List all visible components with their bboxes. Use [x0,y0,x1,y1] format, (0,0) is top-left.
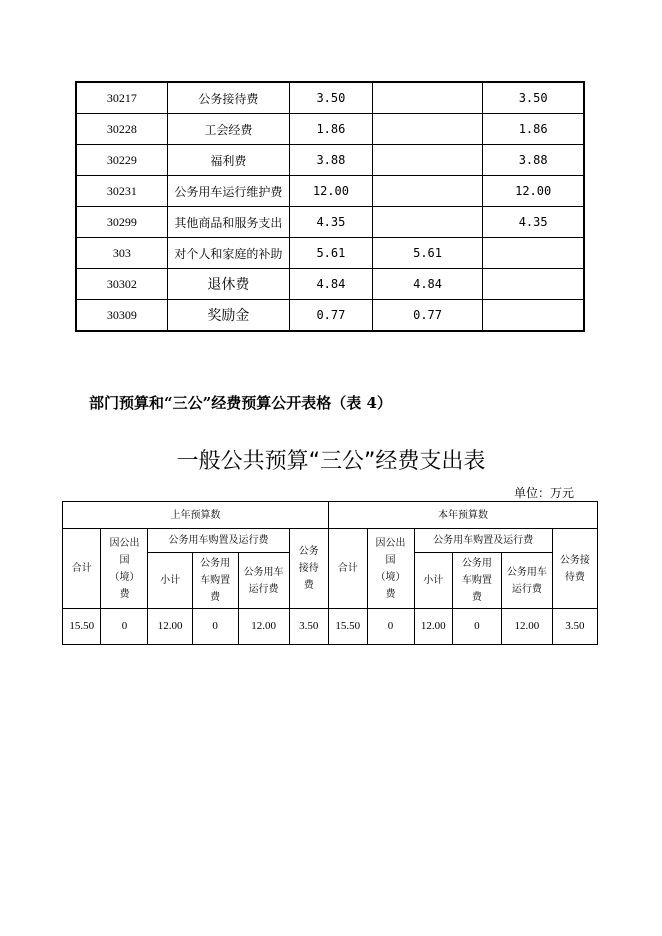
row-value-2: 5.61 [372,238,483,269]
header-operation-prev: 公务用车运行费 [238,553,289,609]
table-row [76,176,584,207]
row-name: 福利费 [167,145,289,176]
row-name: 其他商品和服务支出 [167,207,289,238]
header-purchase-prev: 公务用车购置费 [192,553,238,609]
row-value-2: 0.77 [372,300,483,332]
header-total-curr: 合计 [329,529,367,609]
row-code: 30302 [76,269,167,300]
table-row [76,145,584,176]
header-abroad-curr: 因公出国（境）费 [367,529,414,609]
row-value-3: 3.88 [483,145,584,176]
row-value-2 [372,176,483,207]
row-value-3 [483,238,584,269]
table-row [76,300,584,332]
row-value-2 [372,114,483,145]
row-value-2 [372,145,483,176]
header-operation-curr: 公务用车运行费 [501,553,552,609]
row-name: 对个人和家庭的补助 [167,238,289,269]
row-value-1: 0.77 [290,300,373,332]
header-subtotal-prev: 小计 [148,553,192,609]
value-cell: 3.50 [289,609,328,645]
row-value-1: 4.35 [290,207,373,238]
row-code: 30299 [76,207,167,238]
row-value-1: 3.50 [290,82,373,114]
value-cell: 0 [192,609,238,645]
row-value-2: 4.84 [372,269,483,300]
row-code: 30229 [76,145,167,176]
group-header-curr: 本年预算数 [329,502,598,529]
row-value-3: 12.00 [483,176,584,207]
table-row [76,207,584,238]
row-value-3: 3.50 [483,82,584,114]
row-value-1: 1.86 [290,114,373,145]
row-value-1: 12.00 [290,176,373,207]
row-value-3 [483,269,584,300]
table-title: 一般公共预算“三公”经费支出表 [176,449,486,474]
header-vehicle-prev: 公务用车购置及运行费 [148,529,289,553]
header-vehicle-curr: 公务用车购置及运行费 [414,529,552,553]
header-purchase-curr: 公务用车购置费 [452,553,501,609]
row-value-1: 5.61 [290,238,373,269]
header-abroad-prev: 因公出国（境）费 [101,529,148,609]
unit-label: 单位：万元 [514,486,575,500]
table-row [76,82,584,114]
row-code: 303 [76,238,167,269]
value-cell: 0 [367,609,414,645]
group-header-prev: 上年预算数 [63,502,329,529]
header-total-prev: 合计 [63,529,101,609]
value-cell: 3.50 [552,609,597,645]
header-subtotal-curr: 小计 [414,553,452,609]
three-public-expenses-table [62,501,598,645]
value-cell: 15.50 [329,609,367,645]
row-value-2 [372,207,483,238]
row-code: 30217 [76,82,167,114]
expense-detail-table [75,81,585,332]
row-name: 退休费 [167,269,289,300]
row-name: 公务接待费 [167,82,289,114]
table-row [76,114,584,145]
row-value-3 [483,300,584,332]
row-name: 奖励金 [167,300,289,332]
header-reception-prev: 公务接待费 [289,529,328,609]
table-row [76,269,584,300]
value-cell: 12.00 [238,609,289,645]
header-reception-curr: 公务接待费 [552,529,597,609]
value-cell: 12.00 [414,609,452,645]
values-row [63,609,598,645]
value-cell: 0 [101,609,148,645]
row-value-1: 4.84 [290,269,373,300]
value-cell: 12.00 [501,609,552,645]
value-cell: 0 [452,609,501,645]
row-value-3: 4.35 [483,207,584,238]
value-cell: 15.50 [63,609,101,645]
row-code: 30309 [76,300,167,332]
row-code: 30231 [76,176,167,207]
row-value-1: 3.88 [290,145,373,176]
section-heading: 部门预算和“三公”经费预算公开表格（表 4） [89,394,392,412]
row-code: 30228 [76,114,167,145]
row-name: 公务用车运行维护费 [167,176,289,207]
value-cell: 12.00 [148,609,192,645]
row-value-2 [372,82,483,114]
table-row [76,238,584,269]
row-value-3: 1.86 [483,114,584,145]
row-name: 工会经费 [167,114,289,145]
